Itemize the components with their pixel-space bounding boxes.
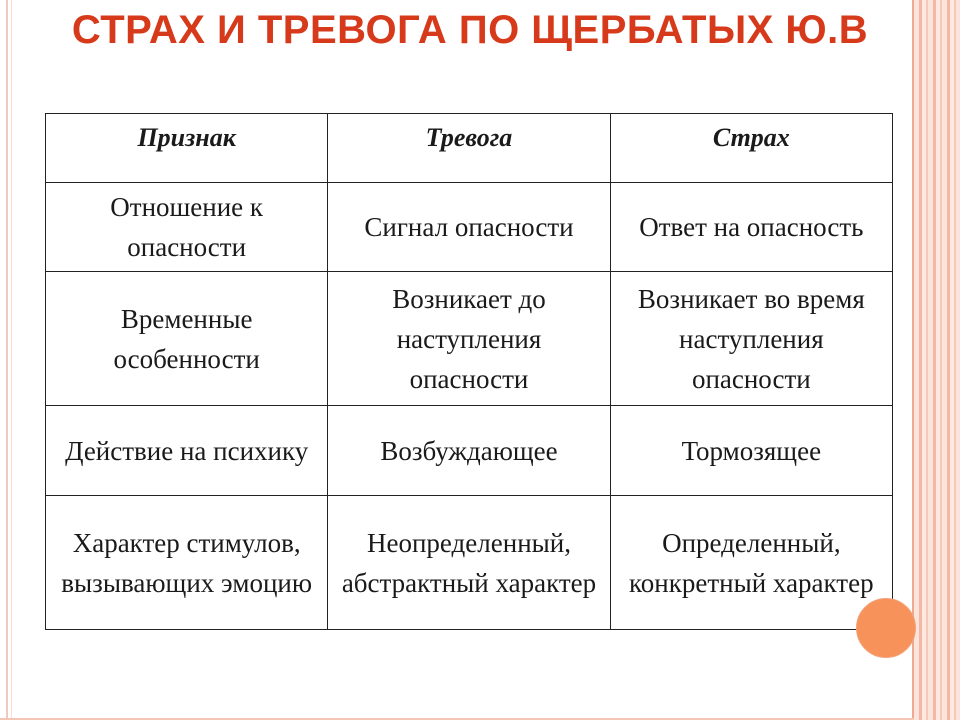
table-cell: Возникает во время наступления опасности	[610, 272, 892, 406]
table-cell: Временные особенности	[46, 272, 328, 406]
frame-left-line	[6, 0, 8, 720]
table-cell: Возбуждающее	[328, 406, 610, 496]
table-cell: Тормозящее	[610, 406, 892, 496]
table-cell: Неопределенный, абстрактный характер	[328, 496, 610, 630]
table-cell: Характер стимулов, вызывающих эмоцию	[46, 496, 328, 630]
table-header-row	[46, 114, 893, 183]
table-row	[46, 183, 893, 272]
slide-title: СТРАХ И ТРЕВОГА ПО ЩЕРБАТЫХ Ю.В	[71, 8, 869, 52]
table-cell: Действие на психику	[46, 406, 328, 496]
comparison-table	[45, 113, 893, 630]
table-cell: Отношение к опасности	[46, 183, 328, 272]
table-cell: Определенный, конкретный характер	[610, 496, 892, 630]
table-cell: Возникает до наступления опасности	[328, 272, 610, 406]
decorative-stripes	[914, 0, 960, 720]
table-row	[46, 496, 893, 630]
table-cell: Ответ на опасность	[610, 183, 892, 272]
header-cell-anxiety: Тревога	[328, 114, 610, 183]
decorative-orange-circle	[856, 598, 916, 658]
table-row	[46, 406, 893, 496]
header-cell-fear: Страх	[610, 114, 892, 183]
table-row	[46, 272, 893, 406]
stripe-border-line	[912, 0, 914, 720]
frame-inner-line	[11, 0, 12, 720]
table-cell: Сигнал опасности	[328, 183, 610, 272]
header-cell-feature: Признак	[46, 114, 328, 183]
